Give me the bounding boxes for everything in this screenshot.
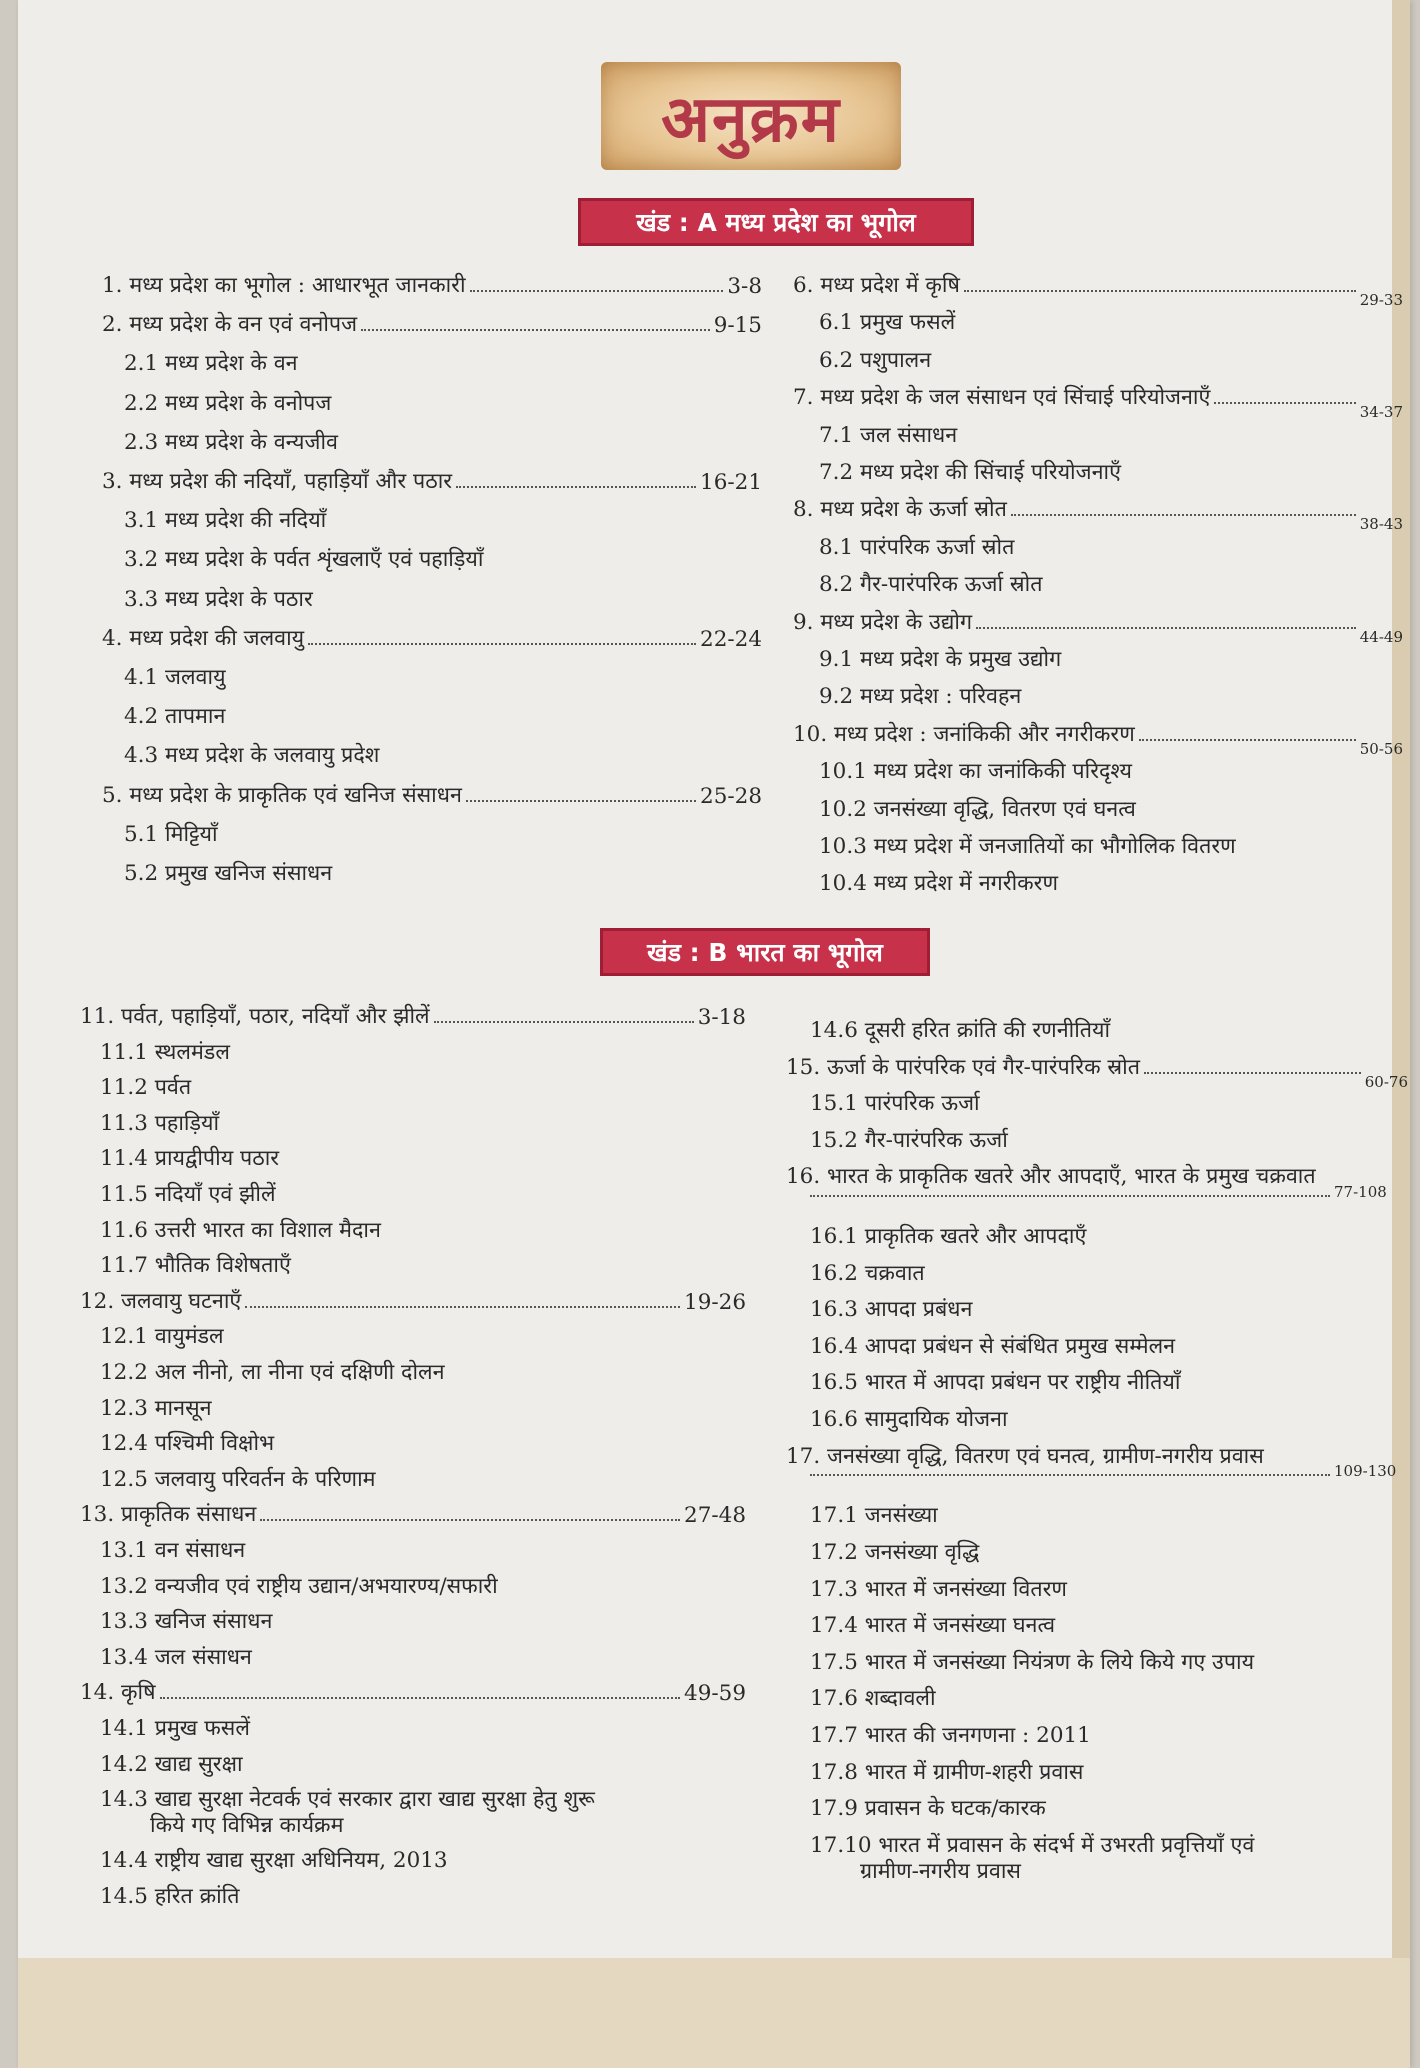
toc-entry-label: 17.10 भारत में प्रवासन के संदर्भ में उभरती प्रवृत्तियाँ एवं: [810, 1832, 1255, 1858]
toc-entry-label: 16.1 प्राकृतिक खतरे और आपदाएँ: [810, 1224, 1087, 1250]
toc-page-range: 3-8: [727, 274, 762, 299]
toc-topic-row: [100, 1566, 746, 1600]
toc-entry-label: 8.2 गैर-पारंपरिक ऊर्जा स्रोत: [819, 572, 1043, 598]
toc-entry-label: 14.4 राष्ट्रीय खाद्य सुरक्षा अधिनियम, 2013: [100, 1848, 448, 1874]
toc-chapter-row: [793, 265, 1403, 309]
toc-page-range: 38-43: [1359, 515, 1403, 534]
toc-topic-row: [819, 564, 1403, 598]
toc-chapter-row: [793, 602, 1403, 646]
toc-topic-row: [810, 1752, 1408, 1786]
toc-entry-label: 3. मध्य प्रदेश की नदियाँ, पहाड़ियाँ और पठार: [102, 469, 453, 494]
section-a-banner: [578, 198, 974, 246]
toc-entry-label: 16.5 भारत में आपदा प्रबंधन पर राष्ट्रीय नीतियाँ: [810, 1370, 1181, 1396]
toc-chapter-row: [793, 377, 1403, 422]
toc-topic-row: [810, 1715, 1408, 1749]
toc-page-range: 22-24: [700, 626, 762, 652]
toc-entry-label: 13.3 खनिज संसाधन: [100, 1609, 273, 1635]
toc-entry-label: 16. भारत के प्राकृतिक खतरे और आपदाएँ, भारत के प्रमुख चक्रवात: [786, 1164, 1316, 1190]
toc-entry-label: 17. जनसंख्या वृद्धि, वितरण एवं घनत्व, ग्रामीण-नगरीय प्रवास: [786, 1443, 1264, 1469]
toc-topic-row: [819, 639, 1403, 673]
toc-topic-row: [810, 1678, 1408, 1712]
toc-topic-row: [100, 1840, 746, 1874]
page-bottom-band: [18, 1958, 1410, 2068]
toc-entry-label: 15.1 पारंपरिक ऊर्जा: [810, 1091, 980, 1117]
toc-leader-dots: [1139, 739, 1356, 741]
section-a-label: खंड : A मध्य प्रदेश का भूगोल: [636, 208, 916, 237]
toc-entry-label: 13.4 जल संसाधन: [100, 1644, 252, 1670]
toc-leader-dots: [964, 290, 1356, 292]
toc-entry-label: 17.3 भारत में जनसंख्या वितरण: [810, 1576, 1067, 1602]
section-b-label: खंड : B भारत का भूगोल: [647, 938, 883, 967]
toc-chapter-row: [80, 1281, 746, 1315]
toc-topic-row: [819, 789, 1403, 823]
toc-topic-row: [810, 1605, 1408, 1639]
toc-topic-row: [124, 422, 762, 456]
toc-topic-row: [100, 1103, 746, 1137]
toc-entry-label: 12. जलवायु घटनाएँ: [80, 1288, 242, 1314]
toc-entry-label: 16.4 आपदा प्रबंधन से संबंधित प्रमुख सम्मेलन: [810, 1333, 1176, 1359]
toc-entry-label: 6.2 पशुपालन: [819, 347, 932, 373]
toc-topic-row: [810, 1326, 1408, 1360]
toc-topic-row: [100, 1138, 746, 1172]
toc-topic-row: [810, 1289, 1408, 1323]
toc-topic-row: [810, 1642, 1408, 1676]
toc-entry-label: 3.3 मध्य प्रदेश के पठार: [124, 586, 313, 612]
toc-chapter-row: [102, 618, 762, 652]
toc-chapter-row: [102, 461, 762, 495]
toc-leader-dots: [466, 800, 696, 802]
section-b-banner: [600, 928, 930, 976]
toc-chapter-row: [102, 265, 762, 299]
toc-leader-dots: [361, 329, 710, 331]
toc-entry-label: 11.2 पर्वत: [100, 1075, 192, 1101]
toc-entry-label: 12.5 जलवायु परिवर्तन के परिणाम: [100, 1466, 376, 1492]
toc-page-range: 34-37: [1359, 403, 1403, 422]
toc-topic-row: [124, 579, 762, 613]
toc-topic-row: [819, 863, 1403, 897]
toc-topic-row: [810, 1399, 1408, 1433]
toc-topic-row: [100, 1316, 746, 1350]
toc-topic-row: [100, 1708, 746, 1742]
toc-entry-label: 16.3 आपदा प्रबंधन: [810, 1297, 973, 1323]
toc-entry-label: 10.1 मध्य प्रदेश का जनांकिकी परिदृश्य: [819, 759, 1133, 785]
toc-leader-dots: [976, 627, 1356, 629]
toc-entry-label: 13. प्राकृतिक संसाधन: [80, 1502, 257, 1528]
toc-entry-label: 6. मध्य प्रदेश में कृषि: [793, 273, 960, 298]
toc-chapter-row: [793, 714, 1403, 758]
toc-page-range: 9-15: [713, 313, 762, 339]
toc-topic-row: [810, 1532, 1408, 1566]
toc-leader-dots: [810, 1474, 1330, 1476]
toc-entry-label: 12.3 मानसून: [100, 1395, 212, 1421]
toc-leader-dots: [1144, 1072, 1361, 1074]
toc-topic-row: [124, 343, 762, 377]
toc-entry-label: 11. पर्वत, पहाड़ियाँ, पठार, नदियाँ और झीलें: [80, 1004, 430, 1029]
toc-chapter-row: [80, 996, 746, 1030]
toc-entry-label: 7.2 मध्य प्रदेश की सिंचाई परियोजनाएँ: [819, 460, 1121, 485]
toc-topic-row: [100, 1876, 746, 1910]
toc-entry-label: 2.3 मध्य प्रदेश के वन्यजीव: [124, 429, 338, 455]
toc-topic-row: [810, 1362, 1408, 1396]
toc-entry-label: 15. ऊर्जा के पारंपरिक एवं गैर-पारंपरिक स्रोत: [786, 1054, 1141, 1080]
toc-topic-row: [124, 539, 762, 573]
toc-leader-dots: [456, 486, 696, 488]
toc-entry-label: 11.4 प्रायद्वीपीय पठार: [100, 1146, 280, 1172]
toc-chapter-row: [786, 1156, 1316, 1190]
toc-entry-label: किये गए विभिन्न कार्यक्रम: [150, 1812, 344, 1838]
toc-topic-row: [819, 415, 1403, 449]
toc-topic-row: [100, 1637, 746, 1671]
toc-entry-label: 9. मध्य प्रदेश के उद्योग: [793, 609, 973, 635]
toc-topic-row: [819, 527, 1403, 561]
toc-entry-label: 16.6 सामुदायिक योजना: [810, 1407, 1008, 1433]
toc-entry-label: 17.4 भारत में जनसंख्या घनत्व: [810, 1613, 1056, 1639]
toc-topic-row: [100, 1174, 746, 1208]
toc-entry-label: 12.2 अल नीनो, ला नीना एवं दक्षिणी दोलन: [100, 1360, 445, 1385]
toc-topic-row: [100, 1032, 746, 1066]
toc-entry-label: 11.3 पहाड़ियाँ: [100, 1110, 220, 1136]
toc-topic-row: [810, 1569, 1408, 1603]
toc-entry-label: 11.1 स्थलमंडल: [100, 1039, 230, 1065]
toc-topic-row: [860, 1851, 1408, 1885]
toc-entry-label: 9.1 मध्य प्रदेश के प्रमुख उद्योग: [819, 647, 1062, 672]
toc-topic-row: [100, 1352, 746, 1386]
toc-entry-label: 17.7 भारत की जनगणना : 2011: [810, 1722, 1091, 1748]
toc-entry-label: 17.1 जनसंख्या: [810, 1503, 938, 1529]
toc-topic-row: [810, 1010, 1408, 1044]
toc-page-range: 29-33: [1359, 291, 1403, 309]
toc-entry-label: 7. मध्य प्रदेश के जल संसाधन एवं सिंचाई परियोजनाएँ: [793, 385, 1211, 411]
toc-topic-row: [100, 1067, 746, 1101]
toc-leader-dots: [434, 1021, 694, 1023]
toc-chapter-row: [80, 1494, 746, 1528]
toc-entry-label: 16.2 चक्रवात: [810, 1260, 925, 1286]
toc-leader-dots: [160, 1697, 680, 1699]
toc-entry-label: 4.1 जलवायु: [124, 665, 226, 690]
toc-entry-label: ग्रामीण-नगरीय प्रवास: [860, 1859, 1021, 1885]
toc-topic-row: [100, 1601, 746, 1635]
toc-entry-label: 14. कृषि: [80, 1680, 156, 1706]
toc-entry-label: 11.7 भौतिक विशेषताएँ: [100, 1253, 291, 1279]
toc-topic-row: [100, 1423, 746, 1457]
toc-entry-label: 2. मध्य प्रदेश के वन एवं वनोपज: [102, 312, 358, 338]
toc-topic-row: [100, 1245, 746, 1279]
toc-topic-row: [150, 1805, 746, 1839]
toc-page-range: 49-59: [684, 1681, 746, 1707]
toc-topic-row: [810, 1216, 1408, 1250]
toc-page-range: 109-130: [1334, 1462, 1397, 1481]
toc-entry-label: 5.2 प्रमुख खनिज संसाधन: [124, 861, 333, 886]
toc-entry-label: 10.3 मध्य प्रदेश में जनजातियों का भौगोलिक वितरण: [819, 834, 1236, 859]
toc-topic-row: [810, 1253, 1408, 1287]
toc-page-range: 19-26: [684, 1289, 746, 1315]
toc-chapter-row: [786, 1436, 1264, 1470]
toc-page-range: 77-108: [1334, 1182, 1387, 1201]
toc-topic-row: [124, 500, 762, 534]
toc-topic-row: [819, 826, 1403, 860]
toc-leader-dots: [1011, 514, 1356, 516]
toc-page-range: 3-18: [697, 1005, 746, 1030]
toc-entry-label: 5. मध्य प्रदेश के प्राकृतिक एवं खनिज संसाधन: [102, 782, 462, 808]
toc-entry-label: 14.3 खाद्य सुरक्षा नेटवर्क एवं सरकार द्वारा खाद्य सुरक्षा हेतु शुरू: [100, 1787, 595, 1813]
toc-entry-label: 17.8 भारत में ग्रामीण-शहरी प्रवास: [810, 1759, 1084, 1785]
toc-topic-row: [819, 751, 1403, 785]
toc-chapter-row: [102, 304, 762, 338]
toc-topic-row: [810, 1495, 1408, 1529]
toc-entry-label: 13.2 वन्यजीव एवं राष्ट्रीय उद्यान/अभयारण्य/सफारी: [100, 1573, 498, 1599]
toc-entry-label: 4.3 मध्य प्रदेश के जलवायु प्रदेश: [124, 743, 380, 769]
toc-entry-label: 14.5 हरित क्रांति: [100, 1884, 240, 1910]
toc-entry-label: 8.1 पारंपरिक ऊर्जा स्रोत: [819, 534, 1015, 560]
toc-topic-row: [124, 696, 762, 730]
toc-entry-label: 10.4 मध्य प्रदेश में नगरीकरण: [819, 871, 1058, 897]
toc-topic-row: [819, 676, 1403, 710]
toc-topic-row: [124, 657, 762, 691]
toc-topic-row: [124, 814, 762, 848]
toc-topic-row: [100, 1388, 746, 1422]
toc-topic-row: [819, 302, 1403, 336]
toc-page-range: 60-76: [1364, 1072, 1408, 1091]
toc-entry-label: 14.6 दूसरी हरित क्रांति की रणनीतियाँ: [810, 1018, 1111, 1043]
book-page: [18, 0, 1410, 2068]
toc-chapter-row: [793, 489, 1403, 534]
toc-chapter-row: [786, 1047, 1408, 1091]
toc-entry-label: 17.6 शब्दावली: [810, 1686, 936, 1712]
toc-topic-row: [124, 853, 762, 887]
toc-entry-label: 13.1 वन संसाधन: [100, 1538, 246, 1563]
toc-entry-label: 8. मध्य प्रदेश के ऊर्जा स्रोत: [793, 497, 1007, 523]
toc-chapter-row: [102, 775, 762, 809]
toc-topic-row: [100, 1459, 746, 1493]
toc-entry-label: 10.2 जनसंख्या वृद्धि, वितरण एवं घनत्व: [819, 796, 1136, 822]
toc-page-range: 27-48: [684, 1503, 746, 1529]
toc-page-range: 44-49: [1359, 627, 1403, 646]
toc-entry-label: 3.1 मध्य प्रदेश की नदियाँ: [124, 508, 327, 534]
toc-entry-label: 2.2 मध्य प्रदेश के वनोपज: [124, 390, 332, 416]
toc-topic-row: [124, 383, 762, 417]
toc-entry-label: 9.2 मध्य प्रदेश : परिवहन: [819, 684, 1022, 710]
toc-entry-label: 3.2 मध्य प्रदेश के पर्वत शृंखलाएँ एवं पहाड़ियाँ: [124, 547, 484, 573]
toc-topic-row: [810, 1083, 1408, 1117]
toc-topic-row: [819, 340, 1403, 374]
page-title: अनुक्रम: [661, 82, 841, 157]
toc-chapter-row: [80, 1672, 746, 1706]
title-banner: [601, 62, 901, 170]
toc-entry-label: 15.2 गैर-पारंपरिक ऊर्जा: [810, 1127, 1008, 1153]
toc-topic-row: [124, 735, 762, 769]
toc-entry-label: 2.1 मध्य प्रदेश के वन: [124, 351, 298, 377]
toc-entry-label: 17.5 भारत में जनसंख्या नियंत्रण के लिये किये गए उपाय: [810, 1649, 1255, 1675]
toc-entry-label: 10. मध्य प्रदेश : जनांकिकी और नगरीकरण: [793, 721, 1135, 747]
toc-topic-row: [100, 1744, 746, 1778]
toc-entry-label: 4. मध्य प्रदेश की जलवायु: [102, 625, 305, 651]
toc-entry-label: 11.6 उत्तरी भारत का विशाल मैदान: [100, 1217, 381, 1243]
toc-leader-dots: [810, 1195, 1330, 1197]
toc-entry-label: 14.1 प्रमुख फसलें: [100, 1716, 250, 1741]
toc-entry-label: 7.1 जल संसाधन: [819, 422, 958, 448]
toc-topic-row: [810, 1120, 1408, 1154]
toc-topic-row: [100, 1210, 746, 1244]
toc-entry-label: 12.4 पश्चिमी विक्षोभ: [100, 1431, 275, 1457]
toc-entry-label: 4.2 तापमान: [124, 704, 226, 730]
toc-entry-label: 12.1 वायुमंडल: [100, 1324, 224, 1350]
toc-entry-label: 5.1 मिट्टियाँ: [124, 821, 218, 847]
toc-leader-dots: [260, 1519, 680, 1521]
toc-entry-label: 17.2 जनसंख्या वृद्धि: [810, 1539, 980, 1565]
toc-leader-dots: [245, 1306, 680, 1308]
toc-page-range: 50-56: [1359, 739, 1403, 758]
toc-page-range: 16-21: [700, 470, 762, 495]
toc-entry-label: 6.1 प्रमुख फसलें: [819, 310, 956, 336]
toc-page-range: 25-28: [700, 783, 762, 809]
toc-leader-dots: [1214, 402, 1355, 404]
toc-topic-row: [100, 1530, 746, 1564]
toc-topic-row: [819, 452, 1403, 486]
toc-entry-label: 1. मध्य प्रदेश का भूगोल : आधारभूत जानकारी: [102, 273, 466, 298]
toc-entry-label: 14.2 खाद्य सुरक्षा: [100, 1751, 243, 1777]
toc-leader-dots: [308, 643, 696, 645]
toc-leader-dots: [470, 290, 724, 292]
toc-entry-label: 17.9 प्रवासन के घटक/कारक: [810, 1796, 1046, 1822]
toc-topic-row: [810, 1788, 1408, 1822]
toc-entry-label: 11.5 नदियाँ एवं झीलें: [100, 1182, 276, 1207]
